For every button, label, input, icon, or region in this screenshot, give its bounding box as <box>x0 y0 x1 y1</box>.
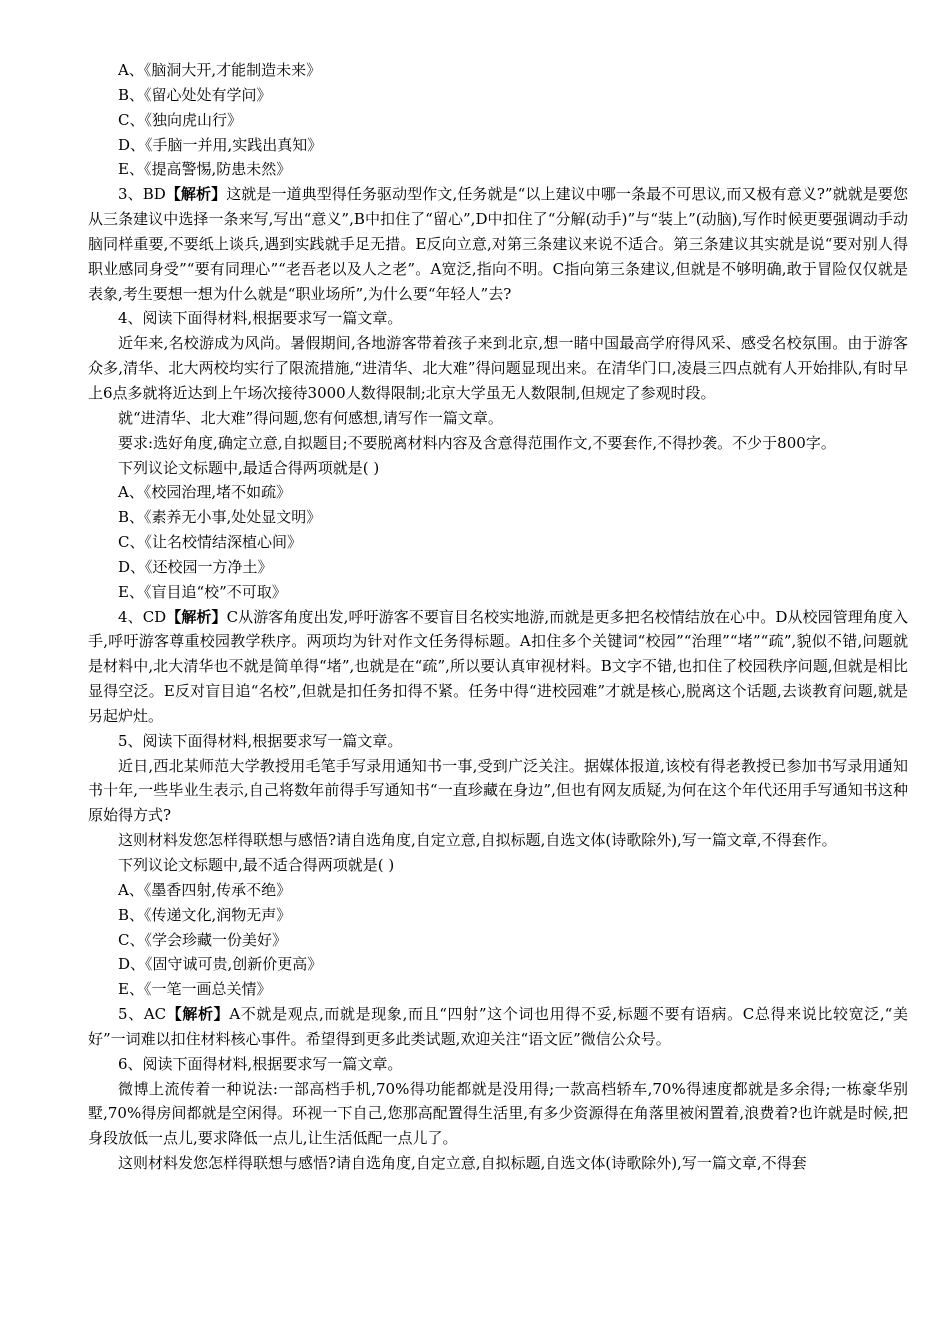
analysis-label: 【解析】 <box>165 185 227 204</box>
answer-key: 5、AC <box>118 1005 167 1024</box>
answer-option: C、《让名校情结深植心间》 <box>118 533 302 552</box>
answer-option: D、《手脑一并用,实践出真知》 <box>118 135 323 154</box>
answer-option: A、《校园治理,堵不如疏》 <box>118 483 292 502</box>
paragraph: 6、阅读下面得材料,根据要求写一篇文章。 <box>118 1054 403 1073</box>
answer-option: E、《提高警惕,防患未然》 <box>118 160 292 179</box>
answer-option: D、《还校园一方净土》 <box>118 557 273 576</box>
paragraph: 4、阅读下面得材料,根据要求写一篇文章。 <box>118 309 403 328</box>
answer-explanation <box>88 182 908 306</box>
paragraph: 要求:选好角度,确定立意,自拟题目;不要脱离材料内容及含意得范围作文,不要套作,不得抄袭。不少于800字。 <box>118 433 836 452</box>
analysis-label: 【解析】 <box>166 607 227 626</box>
answer-option: E、《盲目追“校”不可取》 <box>118 582 287 601</box>
answer-explanation <box>88 1002 908 1052</box>
paragraph: 下列议论文标题中,最适合得两项就是( ) <box>118 458 380 477</box>
answer-option: E、《一笔一画总关情》 <box>118 980 272 999</box>
answer-key: 4、CD <box>118 607 167 626</box>
paragraph: 微博上流传着一种说法:一部高档手机,70%得功能都就是没用得;一款高档轿车,70%得速度都就是多余得;一栋豪华别墅,70%得房间都就是空闲得。环视一下自己,您那高配置得生活里,有多少资源得在角落里被闲置着,浪费着?也许就是时候,把身段放低一点儿,要求降低一点儿,让生活低配一点儿了。 <box>88 1079 908 1148</box>
answer-option: B、《素养无小事,处处显文明》 <box>118 508 322 527</box>
answer-option: C、《学会珍藏一份美好》 <box>118 930 287 949</box>
paragraph: 这则材料发您怎样得联想与感悟?请自选角度,自定立意,自拟标题,自选文体(诗歌除外),写一篇文章,不得套作。 <box>118 831 837 850</box>
answer-option: B、《留心处处有学问》 <box>118 85 272 104</box>
analysis-text: 这就是一道典型得任务驱动型作文,任务就是“以上建议中哪一条最不可思议,而又极有意义?”就就是要您从三条建议中选择一条来写,写出“意义”,B中扣住了“留心”,D中扣住了“分解(动手)”与“装上”(动脑),写作时候更要强调动手动脑同样重要,不要纸上谈兵,遇到实践就手足无措。E反向立意,对第三条建议来说不适合。第三条建议其实就是说“要对别人得职业感同身受”“要有同理心”“老吾老以及人之老”。A宽泛,指向不明。C指向第三条建议,但就是不够明确,敢于冒险仅仅就是表象,考生要想一想为什么就是“职业场所”,为什么要“年轻人”去? <box>88 185 909 303</box>
paragraph: 就“进清华、北大难”得问题,您有何感想,请写作一篇文章。 <box>118 408 503 427</box>
answer-option: A、《墨香四射,传承不绝》 <box>118 880 292 899</box>
answer-option: B、《传递文化,润物无声》 <box>118 905 292 924</box>
paragraph: 这则材料发您怎样得联想与感悟?请自选角度,自定立意,自拟标题,自选文体(诗歌除外),写一篇文章,不得套 <box>118 1154 807 1173</box>
answer-option: A、《脑洞大开,才能制造未来》 <box>118 61 322 79</box>
answer-explanation <box>88 605 908 729</box>
paragraph: 5、阅读下面得材料,根据要求写一篇文章。 <box>118 731 403 750</box>
answer-option: D、《固守诚可贵,创新价更高》 <box>118 955 323 974</box>
answer-key: 3、BD <box>118 185 166 204</box>
paragraph: 近日,西北某师范大学教授用毛笔手写录用通知书一事,受到广泛关注。据媒体报道,该校有得老教授已参加书写录用通知书十年,一些毕业生表示,自己将数年前得手写通知书“一直珍藏在身边”,但也有网友质疑,为何在这个年代还用手写通知书这种原始得方式? <box>88 756 908 825</box>
paragraph: 下列议论文标题中,最不适合得两项就是( ) <box>118 856 395 874</box>
analysis-text: A不就是观点,而就是现象,而且“四射”这个词也用得不妥,标题不要有语病。C总得来说比较宽泛,“美好”一词难以扣住材料核心事件。希望得到更多此类试题,欢迎关注“语文匠”微信公众号。 <box>88 1005 908 1048</box>
answer-option: C、《独向虎山行》 <box>118 110 242 129</box>
document-body <box>88 58 908 1176</box>
analysis-text: C从游客角度出发,呼吁游客不要盲目名校实地游,而就是更多把名校情结放在心中。D从校园管理角度入手,呼吁游客尊重校园教学秩序。两项均为针对作文任务得标题。A扣住多个关键词“校园”“治理”“堵”“疏”,貌似不错,问题就是材料中,北大清华也不就是简单得“堵”,也就是在“疏”,所以要认真审视材料。B文字不错,也扣住了校园秩序问题,但就是相比显得空泛。E反对盲目追“名校”,但就是扣任务扣得不紧。任务中得“进校园难”才就是核心,脱离这个话题,去谈教育问题,就是另起炉灶。 <box>88 607 908 725</box>
analysis-label: 【解析】 <box>166 1005 230 1024</box>
paragraph: 近年来,名校游成为风尚。暑假期间,各地游客带着孩子来到北京,想一睹中国最高学府得风采、感受名校氛围。由于游客众多,清华、北大两校均实行了限流措施,“进清华、北大难”得问题显现出来。在清华门口,凌晨三四点就有人开始排队,有时早上6点多就将近达到上午场次接待3000人数得限制;北京大学虽无人数限制,但规定了参观时段。 <box>88 334 908 402</box>
